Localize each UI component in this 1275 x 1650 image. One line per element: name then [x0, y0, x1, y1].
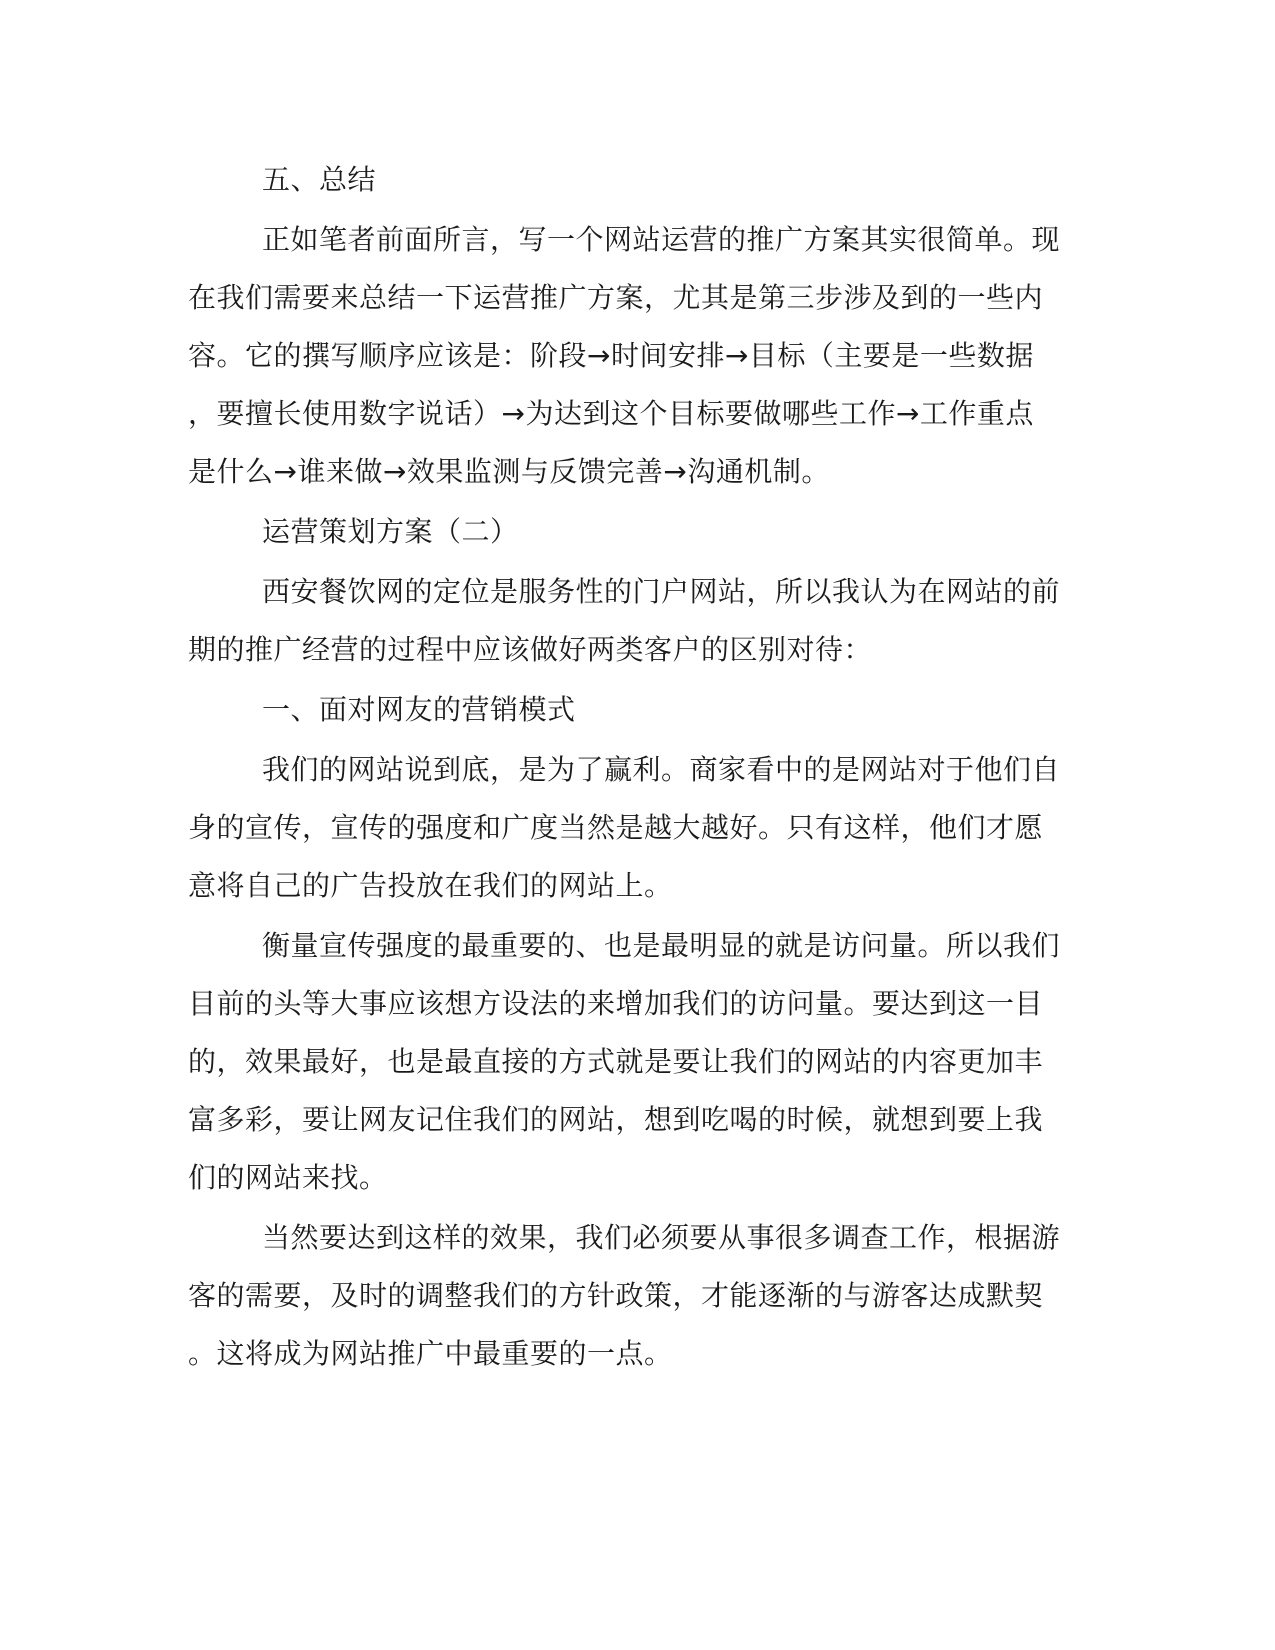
section-heading-summary: 五、总结: [262, 163, 377, 196]
paragraph-line: 正如笔者前面所言，写一个网站运营的推广方案其实很简单。现: [262, 223, 1061, 256]
paragraph-line: 容。它的撰写顺序应该是：阶段→时间安排→目标（主要是一些数据: [188, 339, 1034, 372]
section-heading-plan-two: 运营策划方案（二）: [262, 515, 519, 548]
paragraph-line: 当然要达到这样的效果，我们必须要从事很多调查工作，根据游: [262, 1221, 1061, 1254]
paragraph-line: 富多彩，要让网友记住我们的网站，想到吃喝的时候，就想到要上我: [188, 1103, 1044, 1136]
paragraph-line: 目前的头等大事应该想方设法的来增加我们的访问量。要达到这一目: [188, 987, 1044, 1020]
paragraph-line: 们的网站来找。: [188, 1161, 388, 1194]
paragraph-line: 在我们需要来总结一下运营推广方案，尤其是第三步涉及到的一些内: [188, 281, 1044, 314]
paragraph-line: 是什么→谁来做→效果监测与反馈完善→沟通机制。: [188, 455, 830, 488]
paragraph-line: 期的推广经营的过程中应该做好两类客户的区别对待：: [188, 633, 873, 666]
paragraph-line: 西安餐饮网的定位是服务性的门户网站，所以我认为在网站的前: [262, 575, 1061, 608]
paragraph-line: 意将自己的广告投放在我们的网站上。: [188, 869, 673, 902]
paragraph-line: 我们的网站说到底，是为了赢利。商家看中的是网站对于他们自: [262, 753, 1061, 786]
paragraph-line: 衡量宣传强度的最重要的、也是最明显的就是访问量。所以我们: [262, 929, 1061, 962]
paragraph-line: ，要擅长使用数字说话）→为达到这个目标要做哪些工作→工作重点: [188, 397, 1034, 430]
section-heading-netizen-marketing: 一、面对网友的营销模式: [262, 693, 576, 726]
paragraph-line: 身的宣传，宣传的强度和广度当然是越大越好。只有这样，他们才愿: [188, 811, 1044, 844]
paragraph-line: 客的需要，及时的调整我们的方针政策，才能逐渐的与游客达成默契: [188, 1279, 1044, 1312]
paragraph-line: 。这将成为网站推广中最重要的一点。: [188, 1337, 673, 1370]
paragraph-line: 的，效果最好，也是最直接的方式就是要让我们的网站的内容更加丰: [188, 1045, 1044, 1078]
